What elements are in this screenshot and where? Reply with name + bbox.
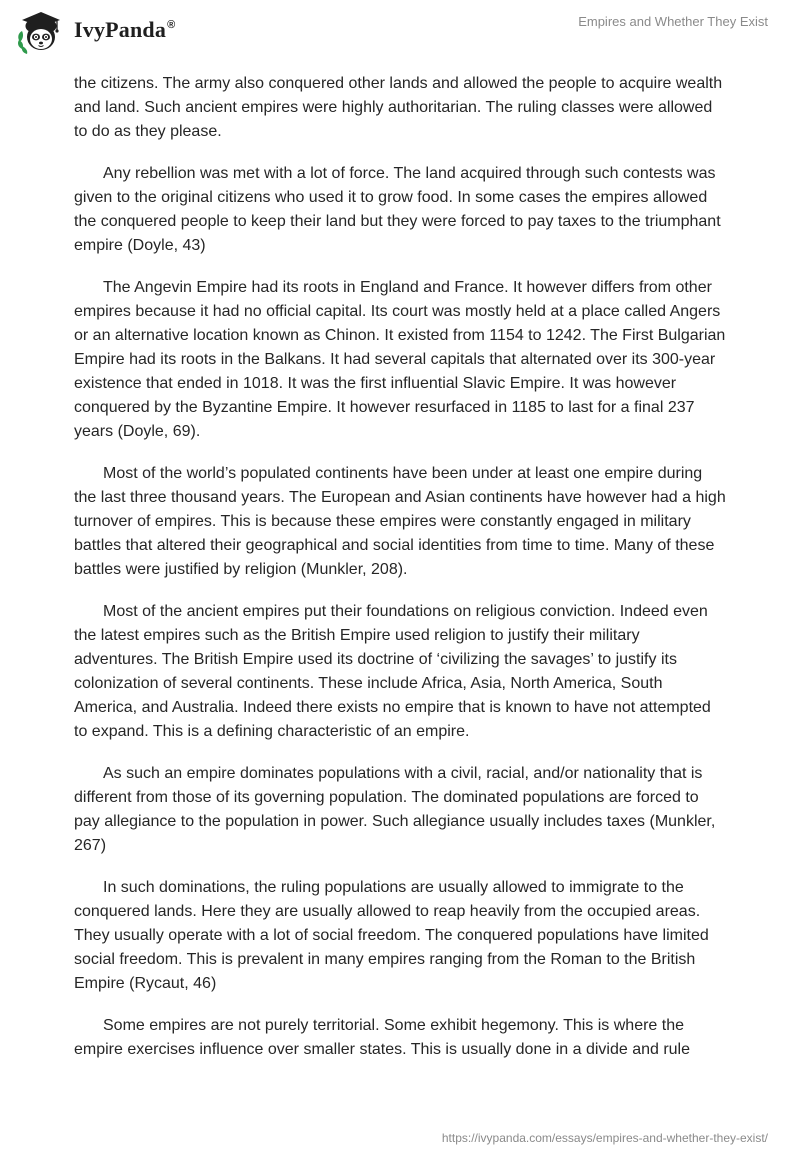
paragraph-1: the citizens. The army also conquered other lands and allowed the people to acquire wealth and land. Such ancient empires were highly authoritarian. The ruling classes were allowed to do as they please. (74, 75, 723, 140)
source-url-link[interactable]: https://ivypanda.com/essays/empires-and-whether-they-exist/ (441, 1131, 768, 1145)
paragraph-2: Any rebellion was met with a lot of force. The land acquired through such contests was given to the original citizens who used it to grow food. In some cases the empires allowed the conquered people to keep their land but they were forced to pay taxes to the triumphant empire (Doyle, 43) (74, 165, 721, 254)
paragraph-3: The Angevin Empire had its roots in England and France. It however differs from other empires because it had no official capital. Its court was mostly held at a place called Angers or an alternative location known as Chinon. It existed from 1154 to 1242. The First Bulgarian Empire had its roots in the Balkans. It had several capitals that alternated over its 300-year existence that ended in 1018. It was the first influential Slavic Empire. It was however conquered by the Byzantine Empire. It however resurfaced in 1185 to last for a final 237 years (Doyle, 69). (74, 279, 726, 440)
page-header (0, 0, 800, 66)
essay-body (74, 72, 726, 1080)
document-title: Empires and Whether They Exist (578, 14, 768, 29)
logo-wordmark: IvyPanda® (74, 17, 176, 42)
paragraph-7: In such dominations, the ruling populations are usually allowed to immigrate to the conquered lands. Here they are usually allowed to reap heavily from the occupied areas. They usually operate with a lot of social freedom. The conquered populations have limited social freedom. This is prevalent in many empires ranging from the Roman to the British Empire (Rycaut, 46) (74, 879, 709, 992)
paragraph-5: Most of the ancient empires put their foundations on religious conviction. Indeed even the latest empires such as the British Empire used religion to justify their military adventures. The British Empire used its doctrine of ‘civilizing the savages’ to justify its colonization of several continents. These include Africa, Asia, North America, South America, and Australia. Indeed there exists no empire that is known to have not attempted to expand. This is a defining characteristic of an empire. (74, 603, 711, 740)
paragraph-8: Some empires are not purely territorial. Some exhibit hegemony. This is where the empire exercises influence over smaller states. This is usually done in a divide and rule (74, 1017, 691, 1058)
paragraph-6: As such an empire dominates populations with a civil, racial, and/or nationality that is different from those of its governing population. The dominated populations are forced to pay allegiance to the population in power. Such allegiance usually includes taxes (Munkler, 267) (74, 765, 716, 854)
registered-mark: ® (167, 19, 176, 31)
panda-graduate-icon (16, 8, 66, 56)
paragraph-4: Most of the world’s populated continents have been under at least one empire during the last three thousand years. The European and Asian continents have however had a high turnover of empires. This is because these empires were constantly engaged in military battles that altered their geographical and social identities from time to time. Many of these battles were justified by religion (Munkler, 208). (74, 465, 726, 578)
ivypanda-logo[interactable] (16, 8, 175, 56)
